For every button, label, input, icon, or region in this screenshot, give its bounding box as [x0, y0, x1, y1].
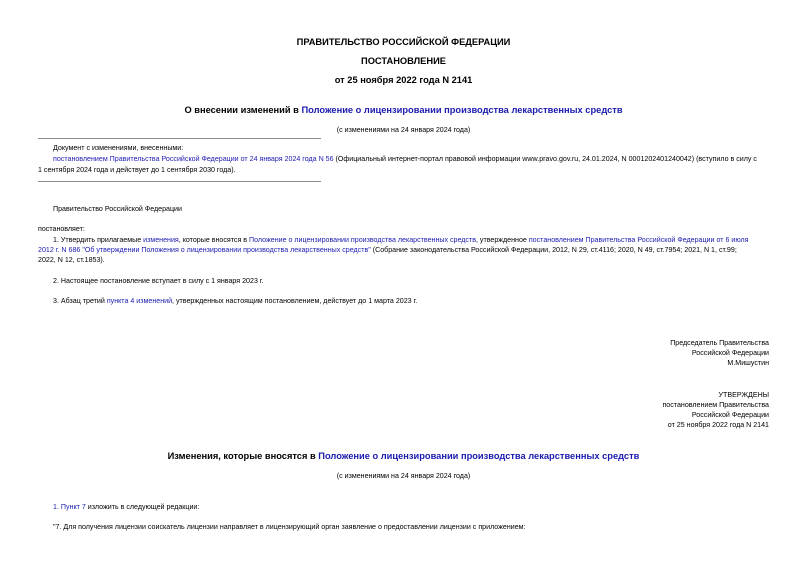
document-title-prefix: О внесении изменений в — [184, 105, 302, 115]
approved-line-4: от 25 ноября 2022 года N 2141 — [667, 421, 769, 429]
changes-box-line1-rest: (Официальный интернет-портал правовой информации www.pravo.gov.ru, 24.01.2024, N 0001202401240042) (вступило в силу с — [333, 155, 757, 163]
p1-link-changes[interactable]: изменения — [143, 236, 179, 244]
changes-item-1 — [53, 503, 199, 511]
p1-text-1: 1. Утвердить прилагаемые — [53, 236, 144, 244]
signature-title: Председатель Правительства — [670, 339, 769, 347]
header-date-number: от 25 ноября 2022 года N 2141 — [334, 75, 473, 85]
changes-amended-note: (с изменениями на 24 января 2024 года) — [336, 472, 471, 480]
paragraph-3 — [53, 297, 417, 305]
header-doc-type: ПОСТАНОВЛЕНИЕ — [361, 56, 446, 66]
changes-box-intro: Документ с изменениями, внесенными: — [53, 144, 184, 152]
paragraph-1-line-1 — [53, 236, 748, 244]
amended-note: (с изменениями на 24 января 2024 года) — [336, 126, 471, 134]
changes-box-bottom-rule — [38, 181, 321, 182]
paragraph-1-line-2 — [38, 246, 737, 254]
p1-text-3: , утвержденное — [475, 236, 529, 244]
p1-link-resolution-cont[interactable]: 2012 г. N 686 "Об утверждении Положения о лицензировании производства лекарственных средств" — [38, 246, 371, 254]
body-government: Правительство Российской Федерации — [53, 205, 182, 213]
p3-link[interactable]: пункта 4 изменений — [106, 297, 173, 305]
p3-text-2: , утвержденных настоящим постановлением, действует до 1 марта 2023 г. — [172, 297, 418, 305]
changes-box-top-rule — [38, 138, 321, 139]
header-org: ПРАВИТЕЛЬСТВО РОССИЙСКОЙ ФЕДЕРАЦИИ — [296, 37, 511, 47]
changes-item-1-link[interactable]: 1. Пункт 7 — [53, 503, 86, 511]
p1-link-resolution[interactable]: постановлением Правительства Российской Федерации от 6 июля — [528, 236, 749, 244]
approved-label: УТВЕРЖДЕНЫ — [718, 391, 769, 399]
p1-text-4: (Собрание законодательства Российской Федерации, 2012, N 29, ст.4116; 2020, N 49, ст.7954; 2021, N 1, ст.99; — [370, 246, 737, 254]
changes-title — [0, 451, 807, 461]
p3-text-1: 3. Абзац третий — [53, 297, 107, 305]
signature-org: Российской Федерации — [691, 349, 769, 357]
approved-line-3: Российской Федерации — [691, 411, 769, 419]
changes-box-link[interactable]: постановлением Правительства Российской Федерации от 24 января 2024 года N 56 — [53, 155, 334, 163]
signature-name: М.Мишустин — [727, 359, 769, 367]
changes-item-1-rest: изложить в следующей редакции: — [85, 503, 200, 511]
changes-box-line2: 1 сентября 2024 года и действует до 1 сентября 2030 года). — [38, 166, 236, 174]
paragraph-1-line-3: 2022, N 12, ст.1853). — [38, 256, 105, 264]
changes-title-link[interactable]: Положение о лицензировании производства лекарственных средств — [318, 451, 640, 461]
changes-item-2: "7. Для получения лицензии соискатель лицензии направляет в лицензирующий орган заявление о предоставлении лицензии с приложением: — [53, 523, 526, 531]
document-title-link[interactable]: Положение о лицензировании производства лекарственных средств — [301, 105, 623, 115]
document-title — [0, 105, 807, 115]
approved-line-2: постановлением Правительства — [662, 401, 769, 409]
body-resolves: постановляет: — [38, 225, 85, 233]
paragraph-2: 2. Настоящее постановление вступает в силу с 1 января 2023 г. — [53, 277, 264, 285]
changes-box-line1 — [53, 155, 757, 163]
p1-text-2: , которые вносятся в — [178, 236, 250, 244]
p1-link-regulation[interactable]: Положение о лицензировании производства лекарственных средств — [249, 236, 476, 244]
changes-title-prefix: Изменения, которые вносятся в — [167, 451, 319, 461]
